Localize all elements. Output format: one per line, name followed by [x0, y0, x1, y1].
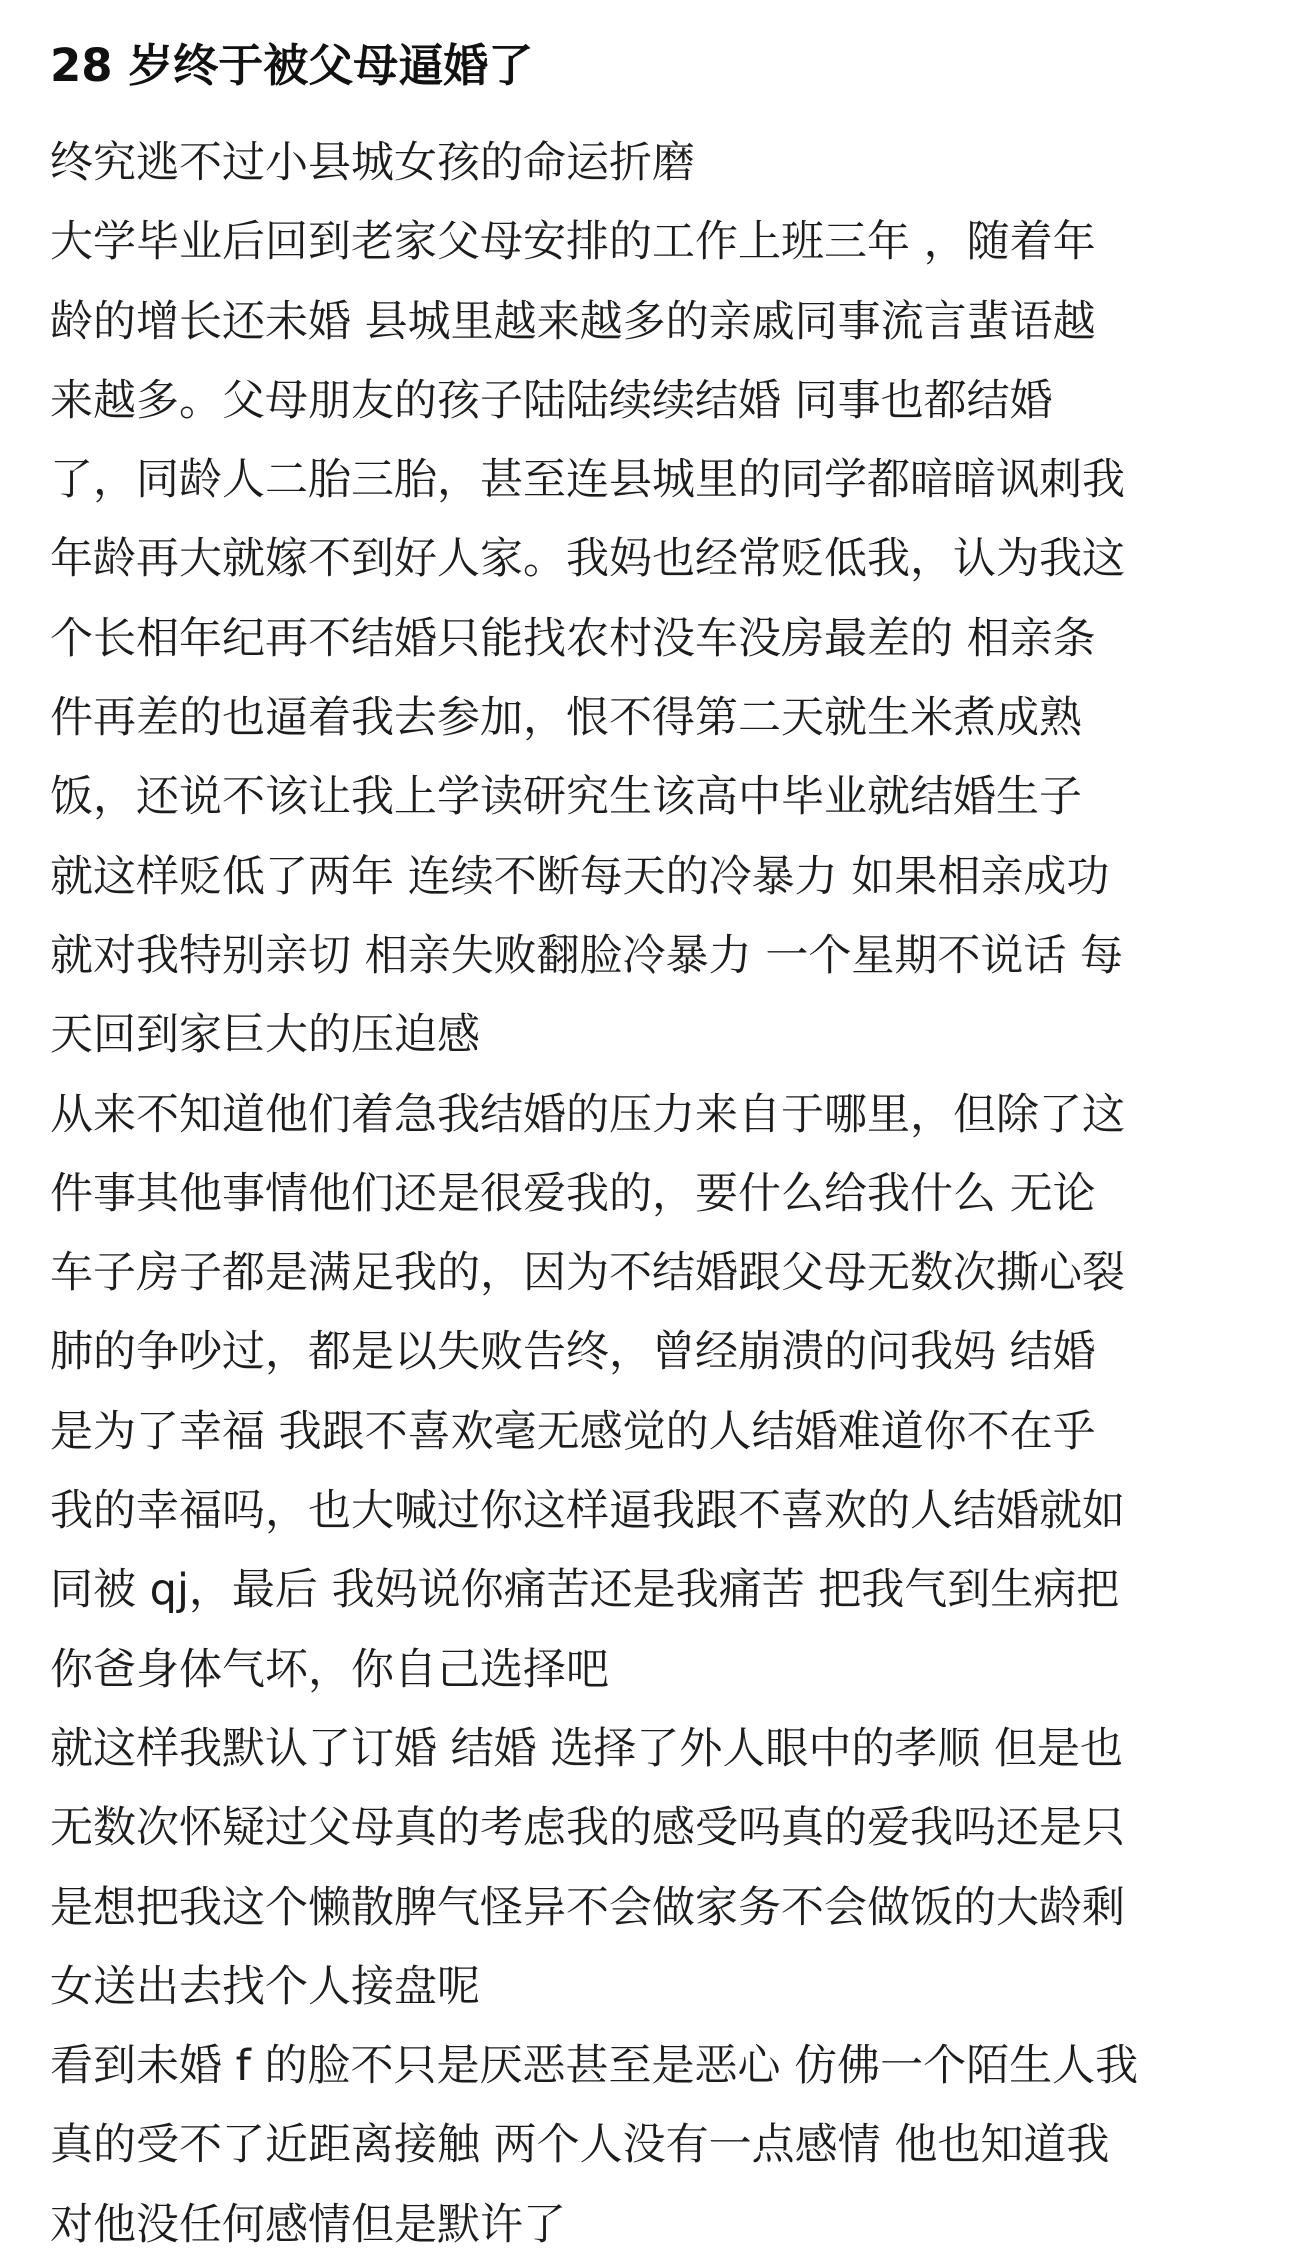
text-line: 真的受不了近距离接触 两个人没有一点感情 他也知道我: [50, 2120, 1110, 2171]
text-line: 大学毕业后回到老家父母安排的工作上班三年 ，随着年: [50, 217, 1096, 268]
text-line: 来越多。父母朋友的孩子陆陆续续结婚 同事也都结婚: [50, 375, 1053, 426]
text-line: 年龄再大就嫁不到好人家。我妈也经常贬低我，认为我这: [50, 534, 1125, 585]
text-line: 就这样我默认了订婚 结婚 选择了外人眼中的孝顺 但是也: [50, 1723, 1124, 1774]
text-line: 同被 qj，最后 我妈说你痛苦还是我痛苦 把我气到生病把: [50, 1565, 1120, 1616]
text-line: 了，同龄人二胎三胎，甚至连县城里的同学都暗暗讽刺我: [50, 455, 1125, 506]
text-line: 是想把我这个懒散脾气怪异不会做家务不会做饭的大龄剩: [50, 1882, 1125, 1933]
text-line: 从来不知道他们着急我结婚的压力来自于哪里，但除了这: [50, 1089, 1125, 1140]
text-line: 是为了幸福 我跟不喜欢毫无感觉的人结婚难道你不在乎: [50, 1406, 1096, 1457]
post-title: 28 岁终于被父母逼婚了: [50, 39, 534, 92]
text-line: 肺的争吵过，都是以失败告终，曾经崩溃的问我妈 结婚: [50, 1327, 1096, 1378]
text-line: 对他没任何感情但是默许了: [50, 2199, 566, 2250]
text-line: 就这样贬低了两年 连续不断每天的冷暴力 如果相亲成功: [50, 851, 1110, 902]
text-line: 你爸身体气坏，你自己选择吧: [50, 1644, 609, 1695]
text-line: 就对我特别亲切 相亲失败翻脸冷暴力 一个星期不说话 每: [50, 930, 1124, 981]
post-body: [50, 124, 1234, 2265]
text-line: 车子房子都是满足我的，因为不结婚跟父母无数次撕心裂: [50, 1248, 1125, 1299]
text-line: 件再差的也逼着我去参加，恨不得第二天就生米煮成熟: [50, 693, 1082, 744]
text-line: 看到未婚 f 的脸不只是厌恶甚至是恶心 仿佛一个陌生人我: [50, 2041, 1139, 2092]
text-line: 天回到家巨大的压迫感: [50, 1010, 480, 1061]
text-line: 龄的增长还未婚 县城里越来越多的亲戚同事流言蜚语越: [50, 296, 1096, 347]
text-line: 件事其他事情他们还是很爱我的，要什么给我什么 无论: [50, 1168, 1096, 1219]
text-line: 女送出去找个人接盘呢: [50, 1961, 480, 2012]
text-line: 我的幸福吗，也大喊过你这样逼我跟不喜欢的人结婚就如: [50, 1486, 1125, 1537]
text-line: 个长相年纪再不结婚只能找农村没车没房最差的 相亲条: [50, 613, 1096, 664]
text-line: 终究逃不过小县城女孩的命运折磨: [50, 138, 695, 188]
text-line: 饭，还说不该让我上学读研究生该高中毕业就结婚生子: [50, 772, 1082, 823]
text-line: 无数次怀疑过父母真的考虑我的感受吗真的爱我吗还是只: [50, 1803, 1125, 1854]
